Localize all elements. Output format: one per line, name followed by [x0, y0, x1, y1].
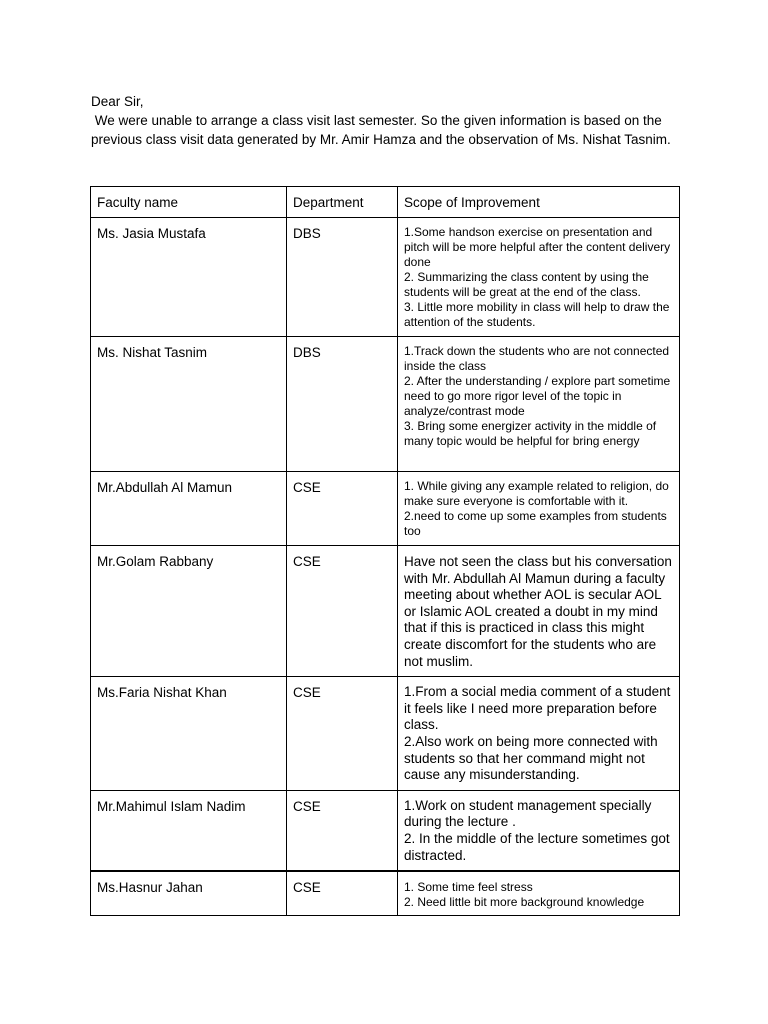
scope-line: 1. Some time feel stress — [404, 880, 533, 895]
scope-cell — [398, 546, 680, 677]
scope-line: 1.From a social media comment of a student it feels like I need more preparation before class. — [404, 684, 671, 733]
scope-line: 2. In the middle of the lecture sometimes got distracted. — [404, 830, 670, 863]
scope-line: 1.Work on student management specially during the lecture . — [404, 797, 652, 830]
table-row — [91, 218, 680, 337]
letter-intro: We were unable to arrange a class visit last semester. So the given information is based on the previous class visit data generated by Mr. Amir Hamza and the observation of Ms. Nishat Tasnim. — [91, 113, 671, 147]
header-department: Department — [287, 187, 398, 218]
scope-cell — [398, 790, 680, 871]
scope-line: Have not seen the class but his conversation with Mr. Abdullah Al Mamun during a faculty meeting about whether AOL is secular AOL or Islamic AOL created a doubt in my mind that if this is practiced in class this might create discomfort for the students who are not muslim. — [404, 554, 672, 669]
scope-cell — [398, 472, 680, 546]
department-cell: CSE — [287, 677, 398, 791]
scope-line: 2.Also work on being more connected with students so that her command might not cause any misunderstanding. — [404, 733, 658, 783]
department-cell: CSE — [287, 546, 398, 677]
table-row — [91, 677, 680, 791]
scope-line: 1. While giving any example related to religion, do make sure everyone is comfortable with it. — [404, 479, 669, 508]
department-cell: CSE — [287, 790, 398, 871]
department-cell: CSE — [287, 871, 398, 916]
faculty-name-cell: Ms.Faria Nishat Khan — [91, 677, 287, 791]
table-row — [91, 472, 680, 546]
table-row — [91, 337, 680, 472]
scope-cell — [398, 871, 680, 916]
faculty-name-cell: Mr.Golam Rabbany — [91, 546, 287, 677]
scope-line: 3. Bring some energizer activity in the middle of many topic would be helpful for bring energy — [404, 419, 657, 448]
scope-line: 2. Summarizing the class content by using the students will be great at the end of the class. — [404, 270, 649, 299]
department-cell: DBS — [287, 337, 398, 472]
header-faculty-name: Faculty name — [91, 187, 287, 218]
faculty-name-cell: Mr.Mahimul Islam Nadim — [91, 790, 287, 871]
scope-line: 2. Need little bit more background knowledge — [404, 895, 645, 910]
scope-line: 3. Little more mobility in class will help to draw the attention of the students. — [404, 300, 670, 329]
scope-line: 1.Some handson exercise on presentation and pitch will be more helpful after the content delivery done — [404, 225, 671, 269]
table-row — [91, 790, 680, 871]
scope-cell — [398, 218, 680, 337]
letter-salutation: Dear Sir, — [91, 94, 144, 109]
faculty-name-cell: Ms. Nishat Tasnim — [91, 337, 287, 472]
department-cell: DBS — [287, 218, 398, 337]
faculty-name-cell: Mr.Abdullah Al Mamun — [91, 472, 287, 546]
department-cell: CSE — [287, 472, 398, 546]
scope-line: 1.Track down the students who are not connected inside the class — [404, 344, 670, 373]
faculty-name-cell: Ms.Hasnur Jahan — [91, 871, 287, 916]
table-row — [91, 871, 680, 916]
header-scope-of-improvement: Scope of Improvement — [398, 187, 680, 218]
scope-cell — [398, 677, 680, 791]
scope-cell — [398, 337, 680, 472]
faculty-improvement-table — [90, 186, 680, 916]
table-row — [91, 546, 680, 677]
scope-line: 2. After the understanding / explore part sometime need to go more rigor level of the topic in analyze/contrast mode — [404, 374, 671, 418]
scope-line: 2.need to come up some examples from students too — [404, 509, 667, 538]
faculty-name-cell: Ms. Jasia Mustafa — [91, 218, 287, 337]
table-header-row — [91, 187, 680, 218]
